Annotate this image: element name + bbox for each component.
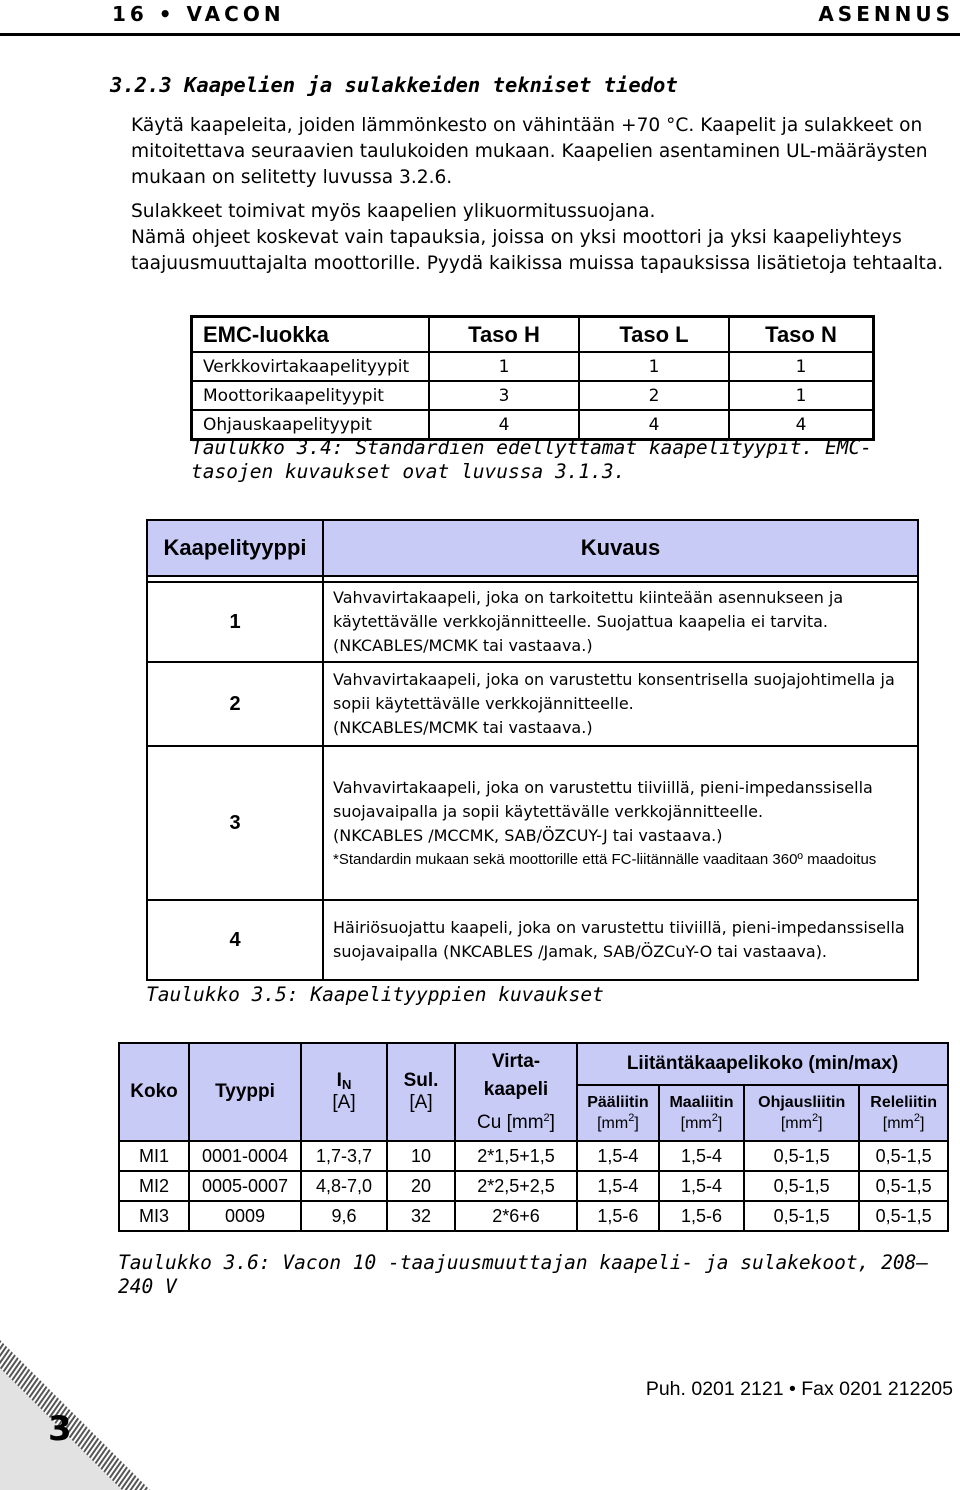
table-cell: 1,7-3,7 bbox=[301, 1141, 387, 1171]
cable-type-description bbox=[323, 746, 918, 900]
table-cell: 1,5-6 bbox=[659, 1201, 744, 1231]
table-cell: Moottorikaapelityypit bbox=[192, 381, 430, 410]
header-divider bbox=[0, 33, 960, 36]
description-reference: (NKCABLES/MCMK tai vastaava.) bbox=[333, 636, 593, 655]
section-title: 3.2.3 Kaapelien ja sulakkeiden tekniset tiedot bbox=[110, 73, 678, 97]
table-cell: 32 bbox=[387, 1201, 455, 1231]
table-cell: 1,5-4 bbox=[577, 1171, 659, 1201]
paragraph-fuses: Sulakkeet toimivat myös kaapelien ylikuormitussuojana. bbox=[131, 201, 656, 222]
emc-class-table bbox=[190, 315, 875, 441]
column-header: Taso N bbox=[729, 317, 874, 353]
description-text: Vahvavirtakaapeli, joka on varustettu konsentrisella suojajohtimella ja sopii käytettävälle verkkojännitteelle. bbox=[333, 670, 895, 713]
table-cell: Ohjauskaapelityypit bbox=[192, 410, 430, 440]
table-cell: MI1 bbox=[119, 1141, 189, 1171]
table-row bbox=[147, 746, 918, 900]
column-header-ohjausliitin: Ohjausliitin $[mm^2]$ bbox=[744, 1085, 859, 1141]
chapter-number: 3 bbox=[48, 1409, 72, 1449]
running-header-right: ASENNUS bbox=[818, 2, 954, 26]
table-cell: 0009 bbox=[189, 1201, 301, 1231]
table-cell: 1 bbox=[729, 352, 874, 381]
table-header-row bbox=[192, 317, 874, 353]
cable-type-number: 4 bbox=[147, 900, 323, 980]
description-note: *Standardin mukaan sekä moottorille että FC-liitännälle vaaditaan 360º maadoitus bbox=[333, 850, 877, 868]
cable-type-number: 3 bbox=[147, 746, 323, 900]
description-reference: (NKCABLES/MCMK tai vastaava.) bbox=[333, 718, 593, 737]
table-cell: 3 bbox=[429, 381, 579, 410]
column-header-group: Liitäntäkaapelikoko (min/max) bbox=[577, 1043, 948, 1085]
column-header: Kaapelityyppi bbox=[147, 520, 323, 576]
table-caption-3-4: Taulukko 3.4: Standardien edellyttämät kaapelityypit. EMC-tasojen kuvaukset ovat luvussa 3.1.3. bbox=[191, 436, 872, 483]
column-header-sul: Sul. [A] bbox=[387, 1043, 455, 1141]
table-cell: Verkkovirtakaapelityypit bbox=[192, 352, 430, 381]
table-cell: 4,8-7,0 bbox=[301, 1171, 387, 1201]
table-cell: 1,5-4 bbox=[659, 1171, 744, 1201]
table-cell: 4 bbox=[579, 410, 729, 440]
table-row bbox=[147, 900, 918, 980]
table-cell: 2*1,5+1,5 bbox=[455, 1141, 577, 1171]
cable-type-description bbox=[323, 900, 918, 980]
column-header: Kuvaus bbox=[323, 520, 918, 576]
table-cell: 2*6+6 bbox=[455, 1201, 577, 1231]
paragraph-cable-requirements: Käytä kaapeleita, joiden lämmönkesto on vähintään +70 °C. Kaapelit ja sulakkeet on mitoitettava seuraavien taulukoiden mukaan. Kaapelien asentaminen UL-määräysten mukaan on selitetty luvussa 3.2.6. bbox=[131, 115, 928, 188]
table-cell: MI3 bbox=[119, 1201, 189, 1231]
table-cell: 0,5-1,5 bbox=[744, 1141, 859, 1171]
running-header-left: 16 • VACON bbox=[112, 2, 285, 26]
table-cell: 0,5-1,5 bbox=[744, 1171, 859, 1201]
table-caption-3-5: Taulukko 3.5: Kaapelityyppien kuvaukset bbox=[146, 983, 604, 1006]
table-cell: 0,5-1,5 bbox=[859, 1141, 948, 1171]
column-header-virtakaapeli: Virta- kaapeli Cu $[mm^2]$ bbox=[455, 1043, 577, 1141]
table-row bbox=[119, 1201, 948, 1231]
column-header-maaliitin: Maaliitin $[mm^2]$ bbox=[659, 1085, 744, 1141]
table-cell: 1 bbox=[729, 381, 874, 410]
column-header-paaliitin: Pääliitin $[mm^2]$ bbox=[577, 1085, 659, 1141]
table-cell: 9,6 bbox=[301, 1201, 387, 1231]
table-cell: 20 bbox=[387, 1171, 455, 1201]
table-cell: 1,5-6 bbox=[577, 1201, 659, 1231]
paragraph-scope: Nämä ohjeet koskevat vain tapauksia, joissa on yksi moottori ja yksi kaapeliyhteys taajuusmuuttajalta moottorille. Pyydä kaikissa muissa tapauksissa lisätietoja tehtaalta. bbox=[131, 227, 944, 274]
description-text: Vahvavirtakaapeli, joka on varustettu tiiviillä, pieni-impedanssisella suojavaipalla ja sopii käytettävälle verkkojännitteelle. bbox=[333, 777, 873, 821]
table-cell: 2*2,5+2,5 bbox=[455, 1171, 577, 1201]
cable-fuse-size-table bbox=[118, 1042, 949, 1232]
table-cell: 0,5-1,5 bbox=[744, 1201, 859, 1231]
table-cell: 1,5-4 bbox=[659, 1141, 744, 1171]
chapter-corner-graphic bbox=[0, 1340, 150, 1490]
footer-contact: Puh. 0201 2121 • Fax 0201 212205 bbox=[645, 1378, 953, 1400]
column-header: Taso H bbox=[429, 317, 579, 353]
table-cell: 4 bbox=[429, 410, 579, 440]
table-cell: 1 bbox=[429, 352, 579, 381]
table-cell: 0,5-1,5 bbox=[859, 1201, 948, 1231]
description-text: Häiriösuojattu kaapeli, joka on varustettu tiiviillä, pieni-impedanssisella suojavaipalla (NKCABLES /Jamak, SAB/ÖZCuY-O tai vastaava). bbox=[333, 918, 905, 961]
cable-type-number: 1 bbox=[147, 582, 323, 662]
table-cell: 1 bbox=[579, 352, 729, 381]
table-row bbox=[119, 1171, 948, 1201]
table-cell: 0001-0004 bbox=[189, 1141, 301, 1171]
table-row bbox=[147, 662, 918, 746]
table-cell: 1,5-4 bbox=[577, 1141, 659, 1171]
table-cell: 10 bbox=[387, 1141, 455, 1171]
column-header-in: $I_N$ [A] bbox=[301, 1043, 387, 1141]
table-row bbox=[192, 352, 874, 381]
cable-type-number: 2 bbox=[147, 662, 323, 746]
table-cell: MI2 bbox=[119, 1171, 189, 1201]
column-header: EMC-luokka bbox=[192, 317, 430, 353]
table-row bbox=[147, 582, 918, 662]
cable-type-description bbox=[323, 582, 918, 662]
table-cell: 0,5-1,5 bbox=[859, 1171, 948, 1201]
table-header-row bbox=[147, 520, 918, 576]
table-cell: 4 bbox=[729, 410, 874, 440]
description-reference: (NKCABLES /MCCMK, SAB/ÖZCUY-J tai vastaava.) bbox=[333, 825, 723, 845]
description-text: Vahvavirtakaapeli, joka on tarkoitettu kiinteään asennukseen ja käytettävälle verkkojännitteelle. Suojattua kaapelia ei tarvita. bbox=[333, 588, 844, 631]
table-row bbox=[119, 1141, 948, 1171]
column-header-koko: Koko bbox=[119, 1043, 189, 1141]
table-row bbox=[192, 381, 874, 410]
cable-types-table bbox=[146, 519, 919, 981]
table-cell: 2 bbox=[579, 381, 729, 410]
column-header-releliitin: Releliitin $[mm^2]$ bbox=[859, 1085, 948, 1141]
column-header-tyyppi: Tyyppi bbox=[189, 1043, 301, 1141]
cable-type-description bbox=[323, 662, 918, 746]
table-caption-3-6: Taulukko 3.6: Vacon 10 -taajuusmuuttajan kaapeli- ja sulakekoot, 208–240 V bbox=[118, 1251, 929, 1298]
table-cell: 0005-0007 bbox=[189, 1171, 301, 1201]
column-header: Taso L bbox=[579, 317, 729, 353]
table-header-row bbox=[119, 1043, 948, 1085]
